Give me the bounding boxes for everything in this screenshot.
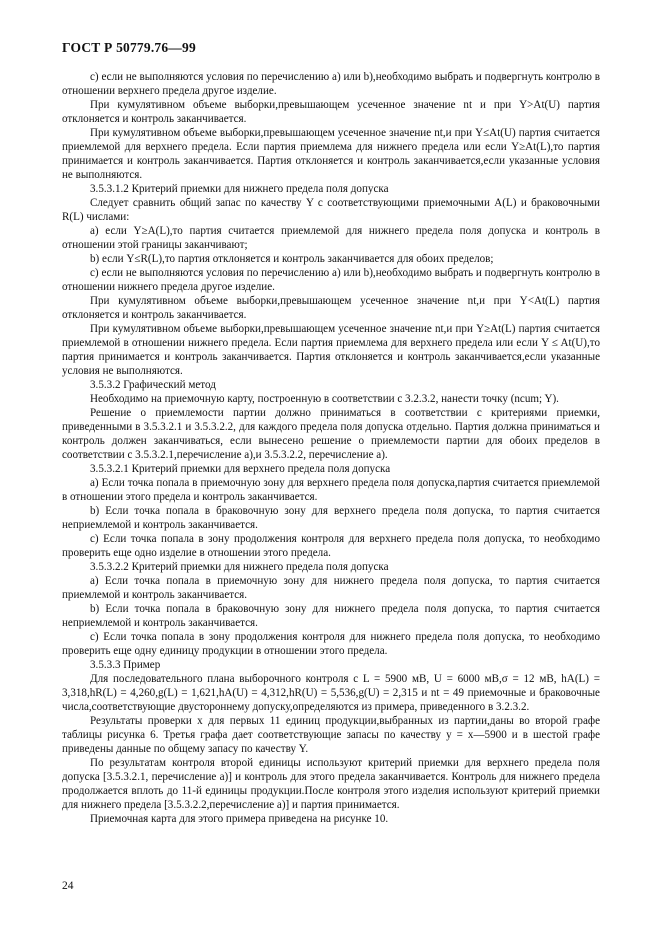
section-heading: 3.5.3.1.2 Критерий приемки для нижнего предела поля допуска <box>90 183 389 195</box>
list-item: с) Если точка попала в зону продолжения контроля для нижнего предела поля допуска, то необходимо проверить еще одну единицу продукции в отношении этого предела. <box>62 631 600 657</box>
paragraph: Решение о приемлемости партии должно приниматься в соответствии с критериями приемки, приведенными в 3.5.3.2.1 и 3.5.3.2.2, для каждого предела поля допуска отдельно. Партия должна приниматься и контроль должен заканчиваться, если вынесено решение о приемлемости партии для обоих пределов в соответствии с 3.5.3.2.1,перечисление а),и 3.5.3.2.2, перечисление а). <box>62 407 600 461</box>
section-heading: 3.5.3.3 Пример <box>90 659 161 671</box>
section-heading: 3.5.3.2 Графический метод <box>90 379 216 391</box>
paragraph: Следует сравнить общий запас по качеству Y с соответствующими приемочными A(L) и браковочными R(L) числами: <box>62 197 600 223</box>
paragraph: Необходимо на приемочную карту, построенную в соответствии с 3.2.3.2, нанести точку (ncum; Y). <box>90 393 559 405</box>
list-item: b) если Y≤R(L),то партия отклоняется и контроль заканчивается для обоих пределов; <box>90 253 494 265</box>
document-header: ГОСТ Р 50779.76—99 <box>62 40 196 55</box>
document-body <box>62 70 600 826</box>
page-number: 24 <box>62 880 74 892</box>
paragraph: При кумулятивном объеме выборки,превышающем усеченное значение nt,и при Y≥At(L) партия считается приемлемой в отношении нижнего предела. Если партия приемлема для верхнего предела или если Y ≤ At(U),то партия принимается и контроль заканчивается. Партия отклоняется и контроль заканчивается,если указанные условия не выполняются. <box>62 323 600 377</box>
paragraph: Приемочная карта для этого примера приведена на рисунке 10. <box>90 813 389 825</box>
list-item: b) Если точка попала в браковочную зону для нижнего предела поля допуска, то партия считается неприемлемой и контроль заканчивается. <box>62 603 600 629</box>
list-item: с) Если точка попала в зону продолжения контроля для верхнего предела поля допуска, то необходимо проверить еще одно изделие в отношении этого предела. <box>62 533 600 559</box>
paragraph: с) если не выполняются условия по перечислению a) или b),необходимо выбрать и подвергнуть контролю в отношении верхнего предела другое изделие. <box>62 71 600 97</box>
list-item: a) Если точка попала в приемочную зону для верхнего предела поля допуска,партия считается приемлемой в отношении этого предела и контроль заканчивается. <box>62 477 600 503</box>
paragraph: При кумулятивном объеме выборки,превышающем усеченное значение nt и при Y>At(U) партия отклоняется и контроль заканчивается. <box>62 99 600 125</box>
section-heading: 3.5.3.2.2 Критерий приемки для нижнего предела поля допуска <box>90 561 389 573</box>
list-item: b) Если точка попала в браковочную зону для верхнего предела поля допуска, то партия считается неприемлемой и контроль заканчивается. <box>62 505 600 531</box>
paragraph: При кумулятивном объеме выборки,превышающем усеченное значение nt,и при Y≤At(U) партия считается приемлемой для верхнего предела. Если партия приемлема для нижнего предела или если Y≥At(L),то партия принимается и контроль заканчивается. Партия отклоняется и контроль заканчивается,если указанные условия не выполняются. <box>62 127 600 181</box>
paragraph: По результатам контроля второй единицы используют критерий приемки для верхнего предела поля допуска [3.5.3.2.1, перечисление а)] и контроль для этого предела заканчивается. Контроль для нижнего предела продолжается вплоть до 11-й единицы продукции.После контроля этого изделия используют критерий приемки для нижнего предела [3.5.3.2.2,перечисление а)] и партия принимается. <box>62 757 600 811</box>
paragraph: Результаты проверки x для первых 11 единиц продукции,выбранных из партии,даны во второй графе таблицы рисунка 6. Третья графа дает соответствующие запасы по качеству y = x—5900 и в шестой графе приведены данные по общему запасу по качеству Y. <box>62 715 600 755</box>
paragraph: При кумулятивном объеме выборки,превышающем усеченное значение nt,и при Y<At(L) партия отклоняется и контроль заканчивается. <box>62 295 600 321</box>
list-item: a) если Y≥A(L),то партия считается приемлемой для нижнего предела поля допуска и контроль в отношении этой границы заканчивают; <box>62 225 600 251</box>
paragraph: Для последовательного плана выборочного контроля с L = 5900 мВ, U = 6000 мВ,σ = 12 мВ, hA(L) = 3,318,hR(L) = 4,260,g(L) = 1,621,hA(U) = 4,312,hR(U) = 5,536,g(U) = 2,315 и nt = 49 приемочные и браковочные числа,соответствующие двустороннему допуску,определяются из примера, приведенного в 3.2.3.2. <box>62 673 600 713</box>
section-heading: 3.5.3.2.1 Критерий приемки для верхнего предела поля допуска <box>90 463 391 475</box>
list-item: с) если не выполняются условия по перечислению a) или b),необходимо выбрать и подвергнуть контролю в отношении нижнего предела другое изделие. <box>62 267 600 293</box>
list-item: a) Если точка попала в приемочную зону для нижнего предела поля допуска, то партия считается приемлемой и контроль заканчивается. <box>62 575 600 601</box>
